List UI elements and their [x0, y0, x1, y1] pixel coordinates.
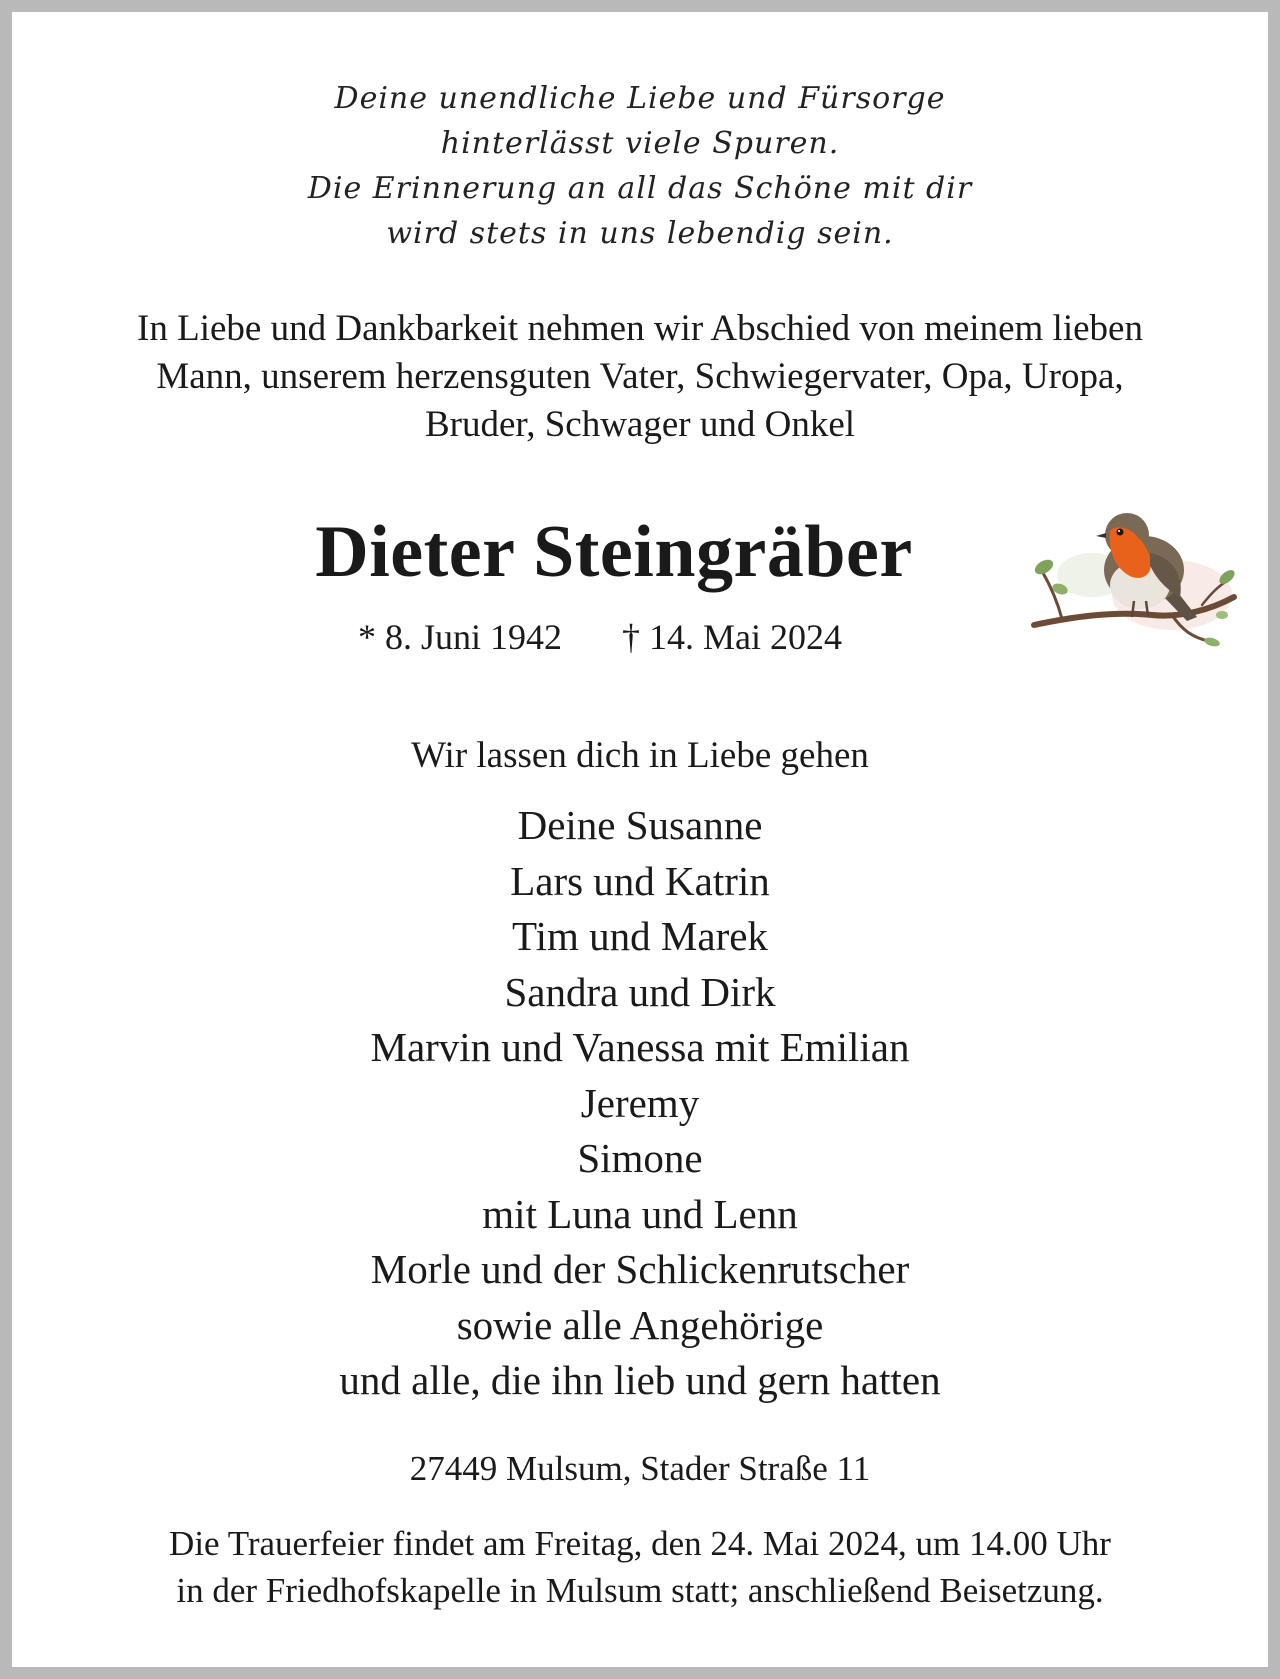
death-date: † 14. Mai 2024 — [622, 617, 842, 657]
family-member: Morle und der Schlickenrutscher — [370, 1246, 910, 1292]
family-member: und alle, die ihn lieb und gern hatten — [339, 1357, 941, 1403]
family-member: sowie alle Angehörige — [456, 1301, 824, 1348]
verse-line: Deine unendliche Liebe und Fürsorge — [334, 81, 946, 116]
intro-line: In Liebe und Dankbarkeit nehmen wir Abschied von meinem lieben — [137, 308, 1143, 349]
deceased-name: Dieter Steingräber — [315, 511, 913, 593]
verse-line: Die Erinnerung an all das Schöne mit dir — [307, 171, 973, 206]
verse-line: hinterlässt viele Spuren. — [440, 126, 840, 161]
family-list — [24, 798, 1256, 1409]
family-member: Tim und Marek — [512, 913, 768, 959]
ceremony-line: Die Trauerfeier findet am Freitag, den 24. Mai 2024, um 14.00 Uhr — [169, 1524, 1111, 1563]
address: 27449 Mulsum, Stader Straße 11 — [409, 1449, 871, 1488]
family-member: Marvin und Vanessa mit Emilian — [370, 1024, 910, 1070]
family-member: Lars und Katrin — [510, 857, 770, 904]
robin-bird-icon — [1022, 505, 1242, 655]
intro-text — [24, 305, 1256, 449]
family-member: Jeremy — [580, 1079, 700, 1126]
family-member: Sandra und Dirk — [504, 968, 776, 1015]
birth-date: * 8. Juni 1942 — [357, 617, 562, 657]
intro-line: Mann, unserem herzensguten Vater, Schwiegervater, Opa, Uropa, — [156, 356, 1124, 397]
family-member: Deine Susanne — [517, 802, 763, 848]
ceremony-info — [24, 1520, 1256, 1614]
memorial-verse — [24, 76, 1256, 256]
ceremony-line: in der Friedhofskapelle in Mulsum statt; anschließend Beisetzung. — [176, 1571, 1104, 1610]
intro-line: Bruder, Schwager und Onkel — [424, 404, 856, 445]
family-member: Simone — [577, 1135, 703, 1181]
verse-line: wird stets in uns lebendig sein. — [386, 216, 894, 251]
farewell-line: Wir lassen dich in Liebe gehen — [411, 735, 869, 776]
family-member: mit Luna und Lenn — [482, 1190, 798, 1237]
